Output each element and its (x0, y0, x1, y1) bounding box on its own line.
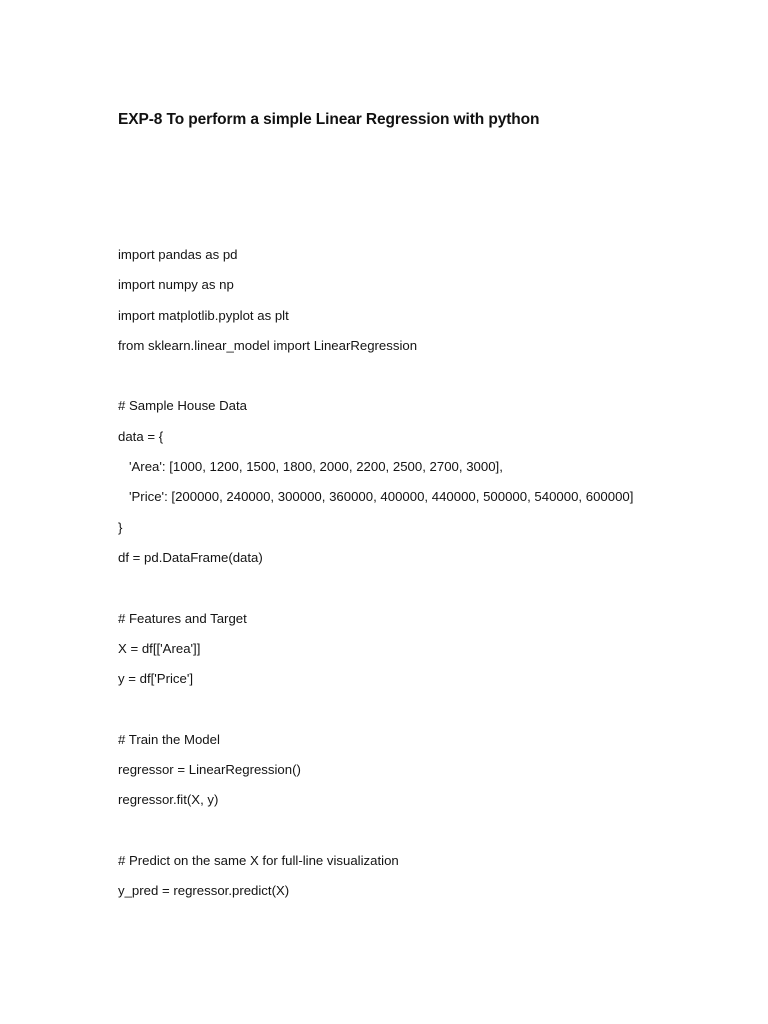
code-comment: # Features and Target (118, 610, 247, 626)
code-line: y_pred = regressor.predict(X) (118, 883, 290, 899)
code-line: from sklearn.linear_model import LinearRegression (118, 337, 418, 353)
code-line: 'Area': [1000, 1200, 1500, 1800, 2000, 2200, 2500, 2700, 3000], (118, 459, 503, 475)
code-comment: # Train the Model (118, 731, 220, 747)
code-line: X = df[['Area']] (118, 640, 201, 656)
code-line: 'Price': [200000, 240000, 300000, 360000, 400000, 440000, 500000, 540000, 600000] (118, 489, 634, 505)
code-comment: # Sample House Data (118, 398, 248, 414)
blank-line (118, 699, 738, 729)
code-line: import matplotlib.pyplot as plt (118, 307, 289, 323)
code-line: import pandas as pd (118, 247, 238, 262)
blank-line (118, 578, 738, 608)
document-title: EXP-8 To perform a simple Linear Regression with python (118, 111, 540, 128)
code-line: df = pd.DataFrame(data) (118, 549, 263, 565)
code-line: y = df['Price'] (118, 671, 194, 687)
code-line: } (118, 519, 123, 535)
code-line: data = { (118, 428, 164, 444)
code-line: regressor.fit(X, y) (118, 792, 219, 808)
code-line: import numpy as np (118, 277, 234, 293)
code-line: regressor = LinearRegression() (118, 762, 301, 778)
blank-line (118, 366, 738, 396)
blank-line (118, 821, 738, 851)
code-block (118, 245, 738, 912)
code-comment: # Predict on the same X for full-line visualization (118, 852, 399, 868)
